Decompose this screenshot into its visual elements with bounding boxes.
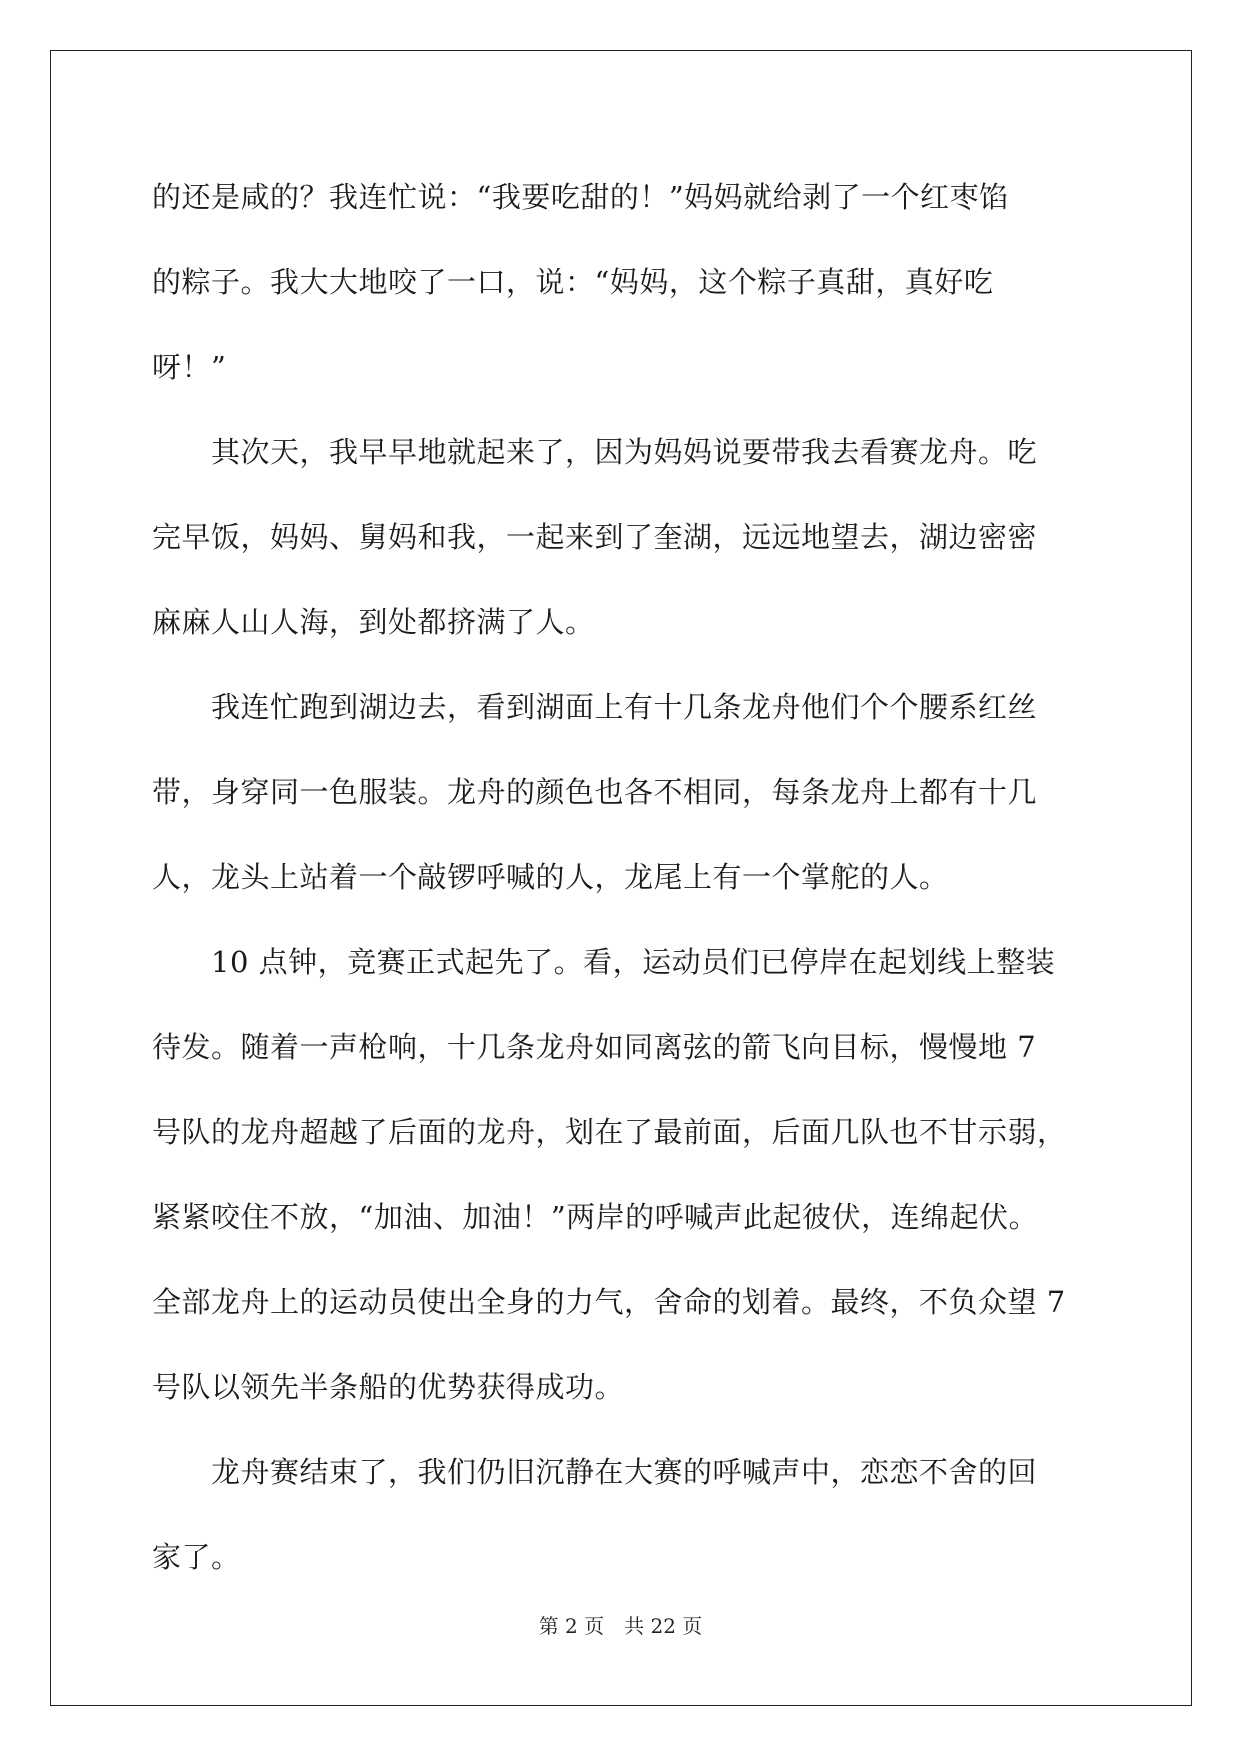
text-line: 的还是咸的？我连忙说：“我要吃甜的！”妈妈就给剥了一个红枣馅 (152, 180, 1009, 214)
text-line: 的粽子。我大大地咬了一口，说：“妈妈，这个粽子真甜，真好吃 (152, 265, 994, 299)
text-line: 家了。 (152, 1540, 241, 1574)
text-line: 号队的龙舟超越了后面的龙舟，划在了最前面，后面几队也不甘示弱， (152, 1115, 1067, 1149)
text-line: 人，龙头上站着一个敲锣呼喊的人，龙尾上有一个掌舵的人。 (152, 860, 949, 894)
text-line: 待发。随着一声枪响，十几条龙舟如同离弦的箭飞向目标，慢慢地 7 (152, 1030, 1037, 1064)
text-line: 紧紧咬住不放，“加油、加油！”两岸的呼喊声此起彼伏，连绵起伏。 (152, 1200, 1039, 1234)
text-line: 全部龙舟上的运动员使出全身的力气，舍命的划着。最终，不负众望 7 (152, 1285, 1066, 1319)
document-body (152, 155, 1102, 1600)
text-line: 10 点钟，竞赛正式起先了。看，运动员们已停岸在起划线上整装 (152, 945, 1056, 979)
text-line: 完早饭，妈妈、舅妈和我，一起来到了奎湖，远远地望去，湖边密密 (152, 520, 1038, 554)
page-number-footer: 第 2 页 共 22 页 (538, 1614, 703, 1638)
text-line: 带，身穿同一色服装。龙舟的颜色也各不相同，每条龙舟上都有十几 (152, 775, 1038, 809)
text-line: 龙舟赛结束了，我们仍旧沉静在大赛的呼喊声中，恋恋不舍的回 (152, 1455, 1038, 1489)
text-line: 其次天，我早早地就起来了，因为妈妈说要带我去看赛龙舟。吃 (152, 435, 1038, 469)
text-line: 呀！” (152, 350, 227, 384)
text-line: 我连忙跑到湖边去，看到湖面上有十几条龙舟他们个个腰系红丝 (152, 690, 1038, 724)
text-line: 号队以领先半条船的优势获得成功。 (152, 1370, 625, 1404)
text-line: 麻麻人山人海，到处都挤满了人。 (152, 605, 595, 639)
